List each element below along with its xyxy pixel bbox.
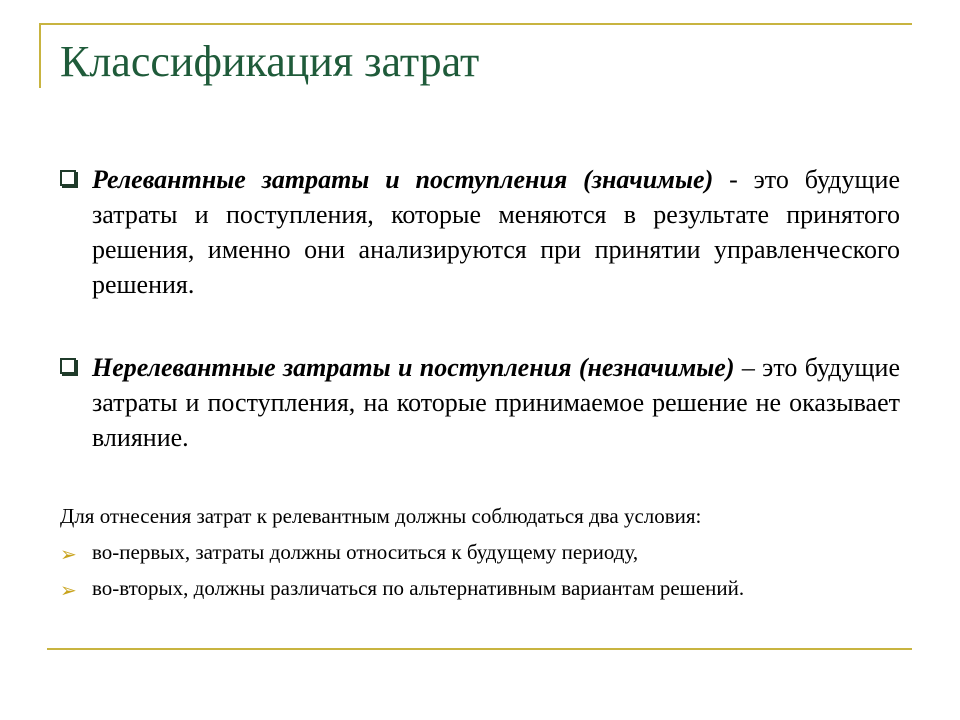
bullet-irrelevant-text [92,350,900,455]
checkbox-square-icon [60,170,76,186]
condition-item-first-text: во-первых, затраты должны относиться к будущему периоду, [92,540,639,564]
condition-item-second [60,574,860,602]
bullet-irrelevant-definition: – это будущие затраты и поступления, на которые принимаемое решение не оказывает влияние. [92,353,901,452]
arrow-right-icon: ➢ [60,542,77,566]
slide-title: Классификация затрат [60,37,480,86]
condition-item-second-text: во-вторых, должны различаться по альтернативным вариантам решений. [92,576,745,600]
frame-top-line [39,23,912,25]
bullet-relevant [60,162,900,302]
condition-item-first [60,538,860,566]
arrow-right-icon: ➢ [60,578,77,602]
bullet-relevant-text [92,162,900,302]
bullet-relevant-term: Релевантные затраты и поступления (значимые) [92,165,714,194]
bullet-relevant-definition: - это будущие затраты и поступления, которые меняются в результате принятого решения, именно они анализируются при принятии управленческого решения. [92,165,901,299]
bullet-irrelevant [60,350,900,455]
conditions-intro: Для отнесения затрат к релевантным должны соблюдаться два условия: [60,504,702,528]
frame-left-line [39,23,41,88]
bullet-irrelevant-term: Нерелевантные затраты и поступления (незначимые) [92,353,735,382]
checkbox-square-icon [60,358,76,374]
frame-bottom-line [47,648,912,650]
